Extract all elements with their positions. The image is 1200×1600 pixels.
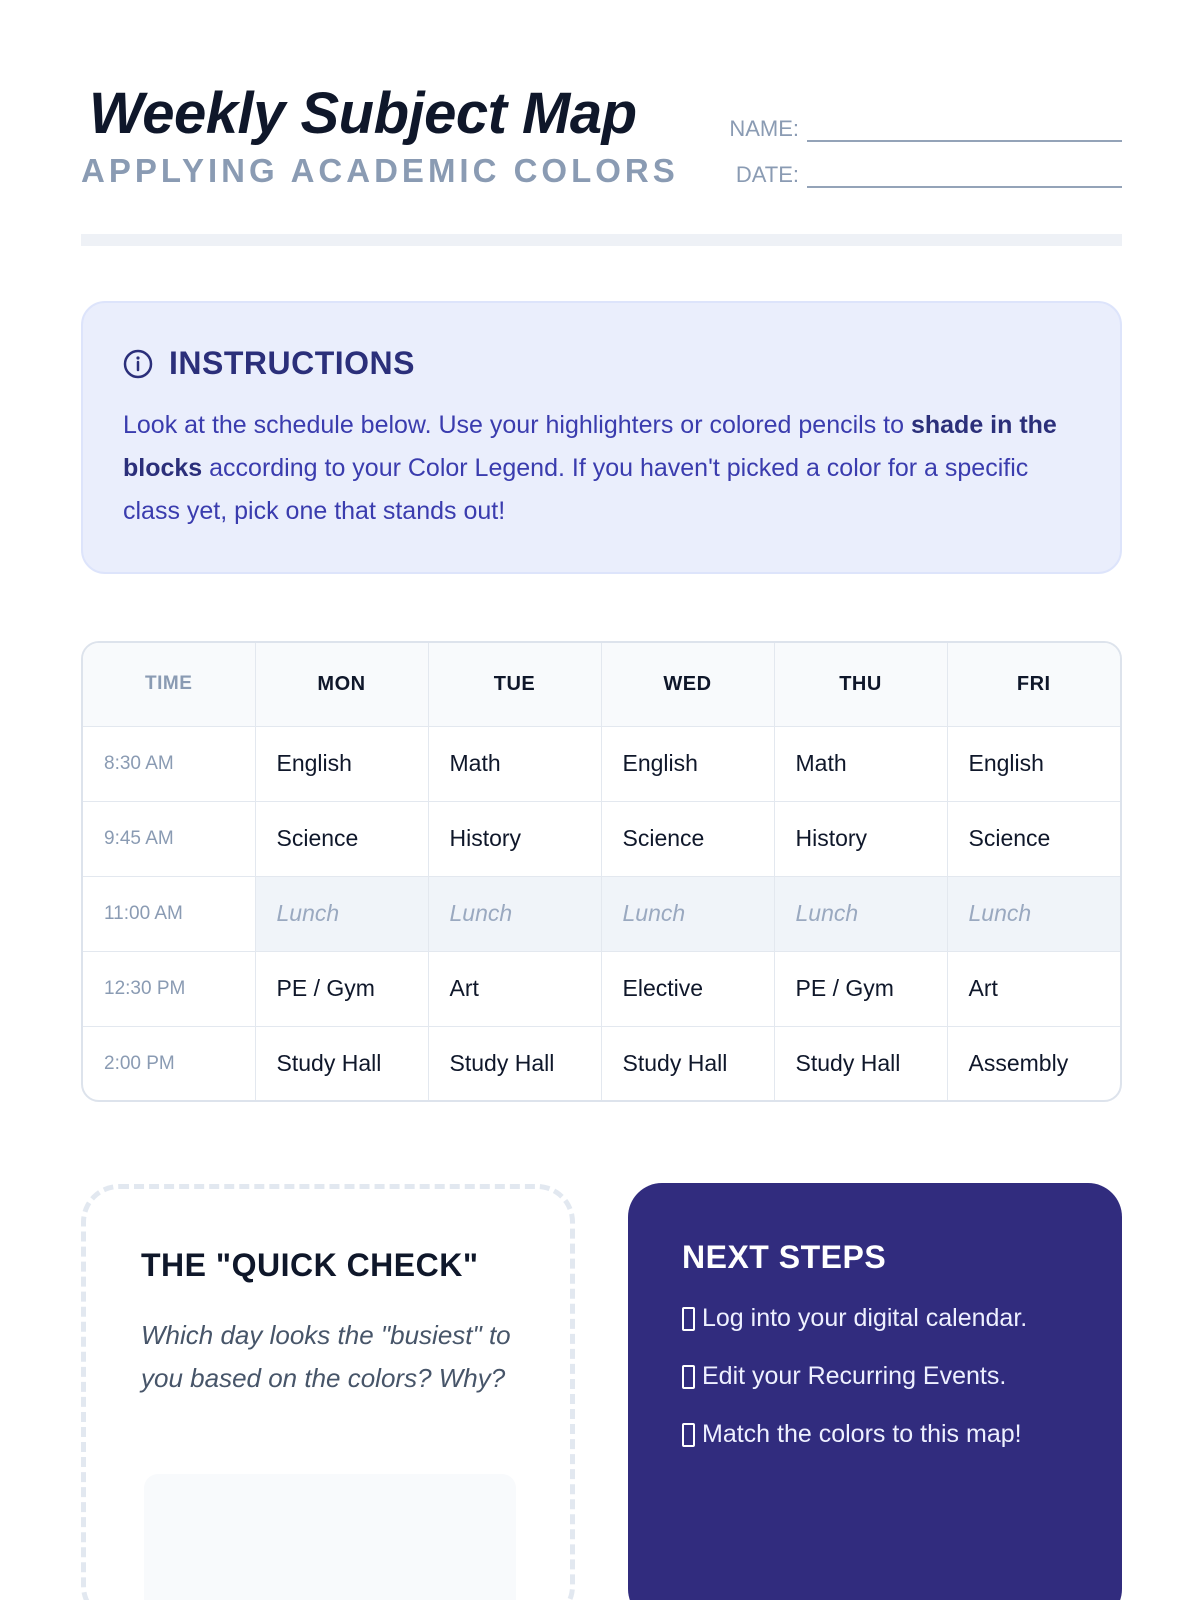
subject-cell: English xyxy=(947,726,1120,801)
next-step-label: Match the colors to this map! xyxy=(702,1420,1022,1448)
instructions-heading xyxy=(123,345,1080,382)
subject-cell: Study Hall xyxy=(774,1026,947,1101)
subject-cell: Art xyxy=(428,951,601,1026)
column-header-fri: FRI xyxy=(947,643,1120,726)
instructions-text xyxy=(123,404,1080,533)
subject-cell: Assembly xyxy=(968,1050,1069,1077)
column-header-mon: MON xyxy=(255,643,428,726)
subject-cell: History xyxy=(428,801,601,876)
page-title: Weekly Subject Map xyxy=(89,81,637,146)
subject-cell: Elective xyxy=(601,951,774,1026)
name-blank-line xyxy=(807,120,1122,142)
checkbox-icon[interactable] xyxy=(682,1365,695,1389)
instructions-panel xyxy=(81,301,1122,574)
column-header-time: TIME xyxy=(83,643,255,726)
page-subtitle: APPLYING ACADEMIC COLORS xyxy=(81,152,679,189)
next-step-item xyxy=(682,1362,1068,1391)
subject-cell: History xyxy=(774,801,947,876)
subject-cell: Math xyxy=(774,726,947,801)
subject-cell: Study Hall xyxy=(428,1026,601,1101)
table-row-lunch xyxy=(83,876,1120,951)
instructions-title: INSTRUCTIONS xyxy=(169,345,415,381)
table-header-row xyxy=(83,643,1120,726)
subject-cell: English xyxy=(255,726,428,801)
subject-cell: Science xyxy=(255,801,428,876)
next-steps-list xyxy=(682,1304,1068,1449)
worksheet-header xyxy=(81,80,1122,190)
column-header-wed: WED xyxy=(601,643,774,726)
column-header-tue: TUE xyxy=(428,643,601,726)
time-cell: 12:30 PM xyxy=(83,951,255,1026)
subject-cell: PE / Gym xyxy=(255,951,428,1026)
subject-cell: Science xyxy=(947,801,1120,876)
next-step-label: Edit your Recurring Events. xyxy=(702,1362,1007,1390)
column-header-thu: THU xyxy=(774,643,947,726)
time-cell: 8:30 AM xyxy=(83,726,255,801)
subject-cell: Math xyxy=(428,726,601,801)
checkbox-icon[interactable] xyxy=(682,1423,695,1447)
table-row xyxy=(83,951,1120,1026)
lunch-cell: Lunch xyxy=(428,876,601,951)
checkbox-icon[interactable] xyxy=(682,1307,695,1331)
schedule-table xyxy=(81,641,1122,1102)
lunch-cell: Lunch xyxy=(947,876,1120,951)
time-cell: 2:00 PM xyxy=(83,1026,255,1101)
subject-cell: Study Hall xyxy=(601,1026,774,1101)
date-blank-line xyxy=(807,166,1122,188)
subject-cell: Study Hall xyxy=(255,1026,428,1101)
next-steps-title: NEXT STEPS xyxy=(682,1239,887,1275)
next-step-item xyxy=(682,1420,1068,1449)
next-step-label: Log into your digital calendar. xyxy=(702,1304,1028,1332)
instructions-text-part: Look at the schedule below. Use your highlighters or colored pencils to xyxy=(123,411,911,439)
lunch-cell: Lunch xyxy=(774,876,947,951)
info-icon xyxy=(123,349,153,379)
subject-cell: PE / Gym xyxy=(774,951,947,1026)
subject-cell: English xyxy=(601,726,774,801)
name-label: NAME: xyxy=(729,116,799,141)
table-row xyxy=(83,1026,1120,1101)
time-cell: 11:00 AM xyxy=(83,876,255,951)
header-divider xyxy=(81,234,1122,246)
lunch-cell: Lunch xyxy=(601,876,774,951)
lunch-cell: Lunch xyxy=(255,876,428,951)
quick-check-panel xyxy=(81,1184,575,1600)
time-cell: 9:45 AM xyxy=(83,801,255,876)
date-field xyxy=(736,162,1122,188)
date-label: DATE: xyxy=(735,162,799,187)
next-steps-panel xyxy=(628,1183,1122,1600)
table-row xyxy=(83,726,1120,801)
instructions-text-bold: shade in the blocks xyxy=(123,411,1057,482)
instructions-text-part: according to your Color Legend. If you haven't picked a color for a specific class yet, pick one that stands out! xyxy=(123,454,1029,525)
quick-check-title: THE "QUICK CHECK" xyxy=(141,1247,479,1283)
next-step-item xyxy=(682,1304,1068,1333)
subject-cell: Science xyxy=(601,801,774,876)
table-row xyxy=(83,801,1120,876)
name-field xyxy=(729,116,1122,142)
quick-check-question: Which day looks the "busiest" to you based on the colors? Why? xyxy=(141,1320,511,1393)
answer-box[interactable] xyxy=(144,1474,516,1600)
subject-cell: Art xyxy=(947,951,1120,1026)
